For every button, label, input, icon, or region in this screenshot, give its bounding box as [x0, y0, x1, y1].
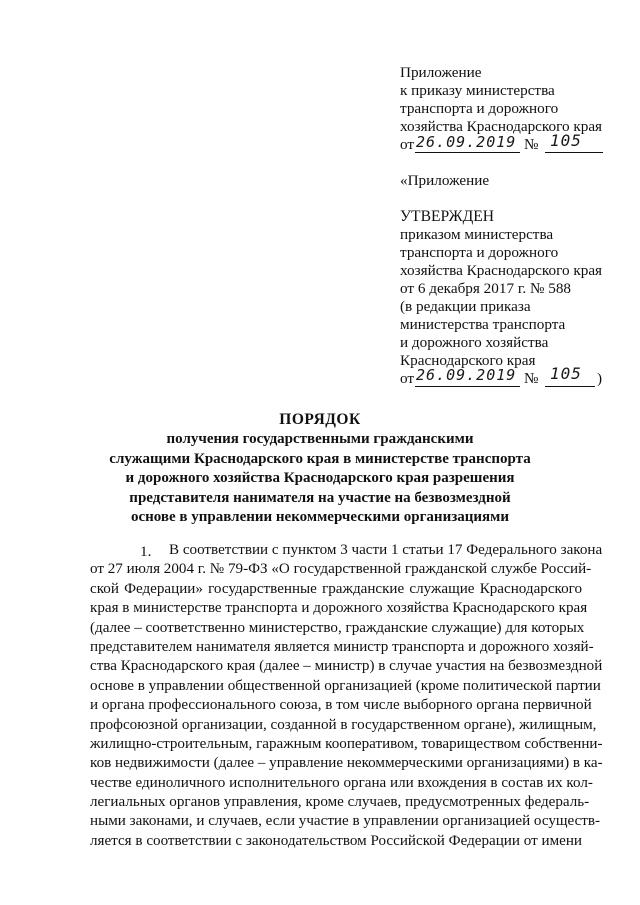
approved-line: Краснодарского края — [400, 352, 536, 369]
body-line: края в министерстве транспорта и дорожного хозяйства Краснодарского края — [90, 600, 588, 617]
approved-close-paren: ) — [597, 370, 603, 387]
approved-line: от 6 декабря 2017 г. № 588 — [400, 280, 572, 297]
appendix-line: к приказу министерства — [400, 82, 555, 99]
body-line: жилищно-строительным, гаражным кооперативом, товариществом собственни- — [90, 735, 603, 752]
appendix-line: Приложение — [400, 64, 482, 81]
body-line: от 27 июля 2004 г. № 79-ФЗ «О государственной гражданской службе Россий- — [90, 561, 592, 578]
body-line: (далее – соответственно министерство, гражданские служащие) для которых — [90, 619, 585, 636]
approved-line: приказом министерства — [400, 226, 554, 243]
date-underline — [415, 386, 520, 387]
body-line: представителем нанимателя является министр транспорта и дорожного хозяй- — [90, 638, 594, 655]
approved-number-label: № — [524, 370, 539, 387]
body-line: профсоюзной организации, созданной в государственном органе), жилищным, — [90, 716, 597, 733]
body-line: ными законами, и случаев, если участие в управлении организацией осуществ- — [90, 813, 601, 830]
title-line: служащими Краснодарского края в министерстве транспорта — [109, 450, 531, 467]
body-line: основе в управлении общественной организацией (кроме политической партии — [90, 677, 601, 694]
body-line: легиальных органов управления, кроме случаев, предусмотренных федераль- — [90, 794, 590, 811]
body-paragraph — [90, 541, 603, 851]
appendix-number-label: № — [524, 136, 539, 153]
title-heading: ПОРЯДОК — [279, 411, 361, 428]
approved-handwritten-date: 26.09.2019 — [416, 366, 517, 384]
appendix-from-prefix: от — [400, 136, 415, 153]
body-line: ляется в соответствии с законодательством Российской Федерации от имени — [90, 832, 582, 849]
body-line: ков недвижимости (далее – управление некоммерческими организациями) в ка- — [90, 755, 603, 772]
number-underline — [545, 152, 603, 153]
body-line: ской Федерации» государственные гражданские служащие Краснодарского — [90, 580, 582, 597]
appendix-handwritten-date: 26.09.2019 — [416, 133, 517, 151]
approved-line: хозяйства Краснодарского края — [400, 262, 603, 279]
appendix-handwritten-number: 105 — [550, 131, 582, 150]
approved-heading: УТВЕРЖДЕН — [400, 208, 495, 225]
approved-line: министерства транспорта — [400, 316, 566, 333]
number-underline — [545, 386, 595, 387]
title-line: основе в управлении некоммерческими организациями — [130, 509, 510, 526]
appendix-line: хозяйства Краснодарского края — [400, 118, 603, 135]
approved-handwritten-number: 105 — [550, 364, 582, 383]
title-line: и дорожного хозяйства Краснодарского края разрешения — [125, 470, 515, 487]
body-line: честве единоличного исполнительного органа или вхождения в состав их кол- — [90, 774, 593, 791]
body-line: В соответствии с пунктом 3 части 1 статьи 17 Федерального закона — [169, 542, 603, 558]
title-line: получения государственными гражданскими — [166, 431, 474, 448]
paragraph-number: 1. — [140, 543, 152, 560]
approved-from-prefix: от — [400, 370, 415, 387]
approved-line: (в редакции приказа — [400, 298, 531, 315]
body-line: и органа профессионального союза, в том числе выборного органа первичной — [90, 697, 592, 714]
approved-line: транспорта и дорожного — [400, 244, 559, 261]
approved-line: и дорожного хозяйства — [400, 334, 549, 351]
date-underline — [415, 152, 520, 153]
quote-open-appendix: «Приложение — [400, 172, 490, 189]
appendix-line: транспорта и дорожного — [400, 100, 559, 117]
body-line: ства Краснодарского края (далее – министр) в случае участия на безвозмездной — [90, 658, 603, 675]
title-line: представителя нанимателя на участие на безвозмездной — [129, 489, 511, 506]
document-title — [90, 410, 550, 527]
